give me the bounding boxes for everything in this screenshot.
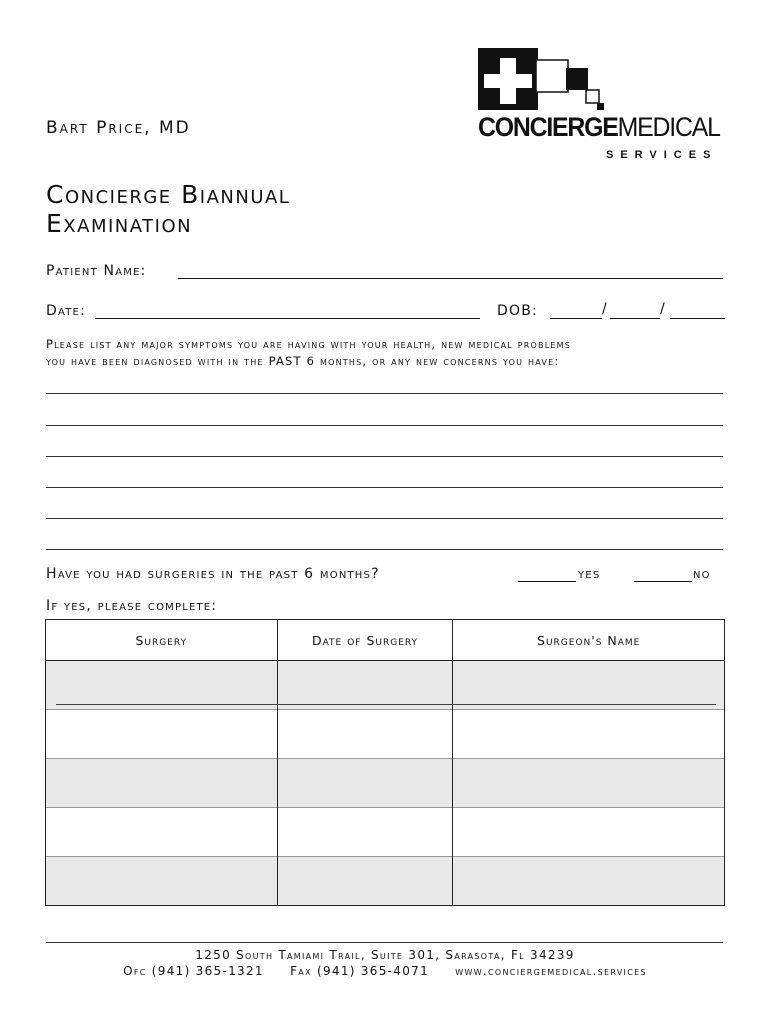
footer-website-link[interactable]: www.conciergemedical.services: [455, 964, 647, 978]
surgery-no-field[interactable]: [634, 581, 692, 582]
dob-day-field[interactable]: [610, 318, 660, 319]
footer-phone: Ofc (941) 365-1321: [123, 964, 264, 978]
date-label: Date:: [46, 303, 86, 319]
surgeon-name-cell[interactable]: [453, 857, 725, 906]
symptoms-answer-line[interactable]: [46, 393, 723, 394]
surgery-cell[interactable]: [46, 759, 278, 808]
date-of-surgery-cell[interactable]: [277, 710, 453, 759]
table-header-row: [46, 620, 725, 661]
patient-name-field[interactable]: [178, 278, 723, 279]
logo-subtitle: SERVICES: [606, 149, 718, 161]
form-title: [46, 180, 426, 238]
concierge-medical-logo: [476, 46, 726, 164]
table-row: [46, 661, 725, 710]
table-row: [46, 759, 725, 808]
symptoms-answer-line[interactable]: [46, 487, 723, 488]
logo-wordmark: CONCIERGEMEDICAL: [478, 112, 720, 142]
dob-label: DOB:: [497, 303, 538, 319]
column-header-surgeons-name: Surgeon's Name: [453, 620, 725, 661]
surgery-table: [45, 619, 725, 906]
dob-month-field[interactable]: [550, 318, 602, 319]
table-row: [46, 857, 725, 906]
patient-name-label: Patient Name:: [46, 263, 147, 279]
date-of-surgery-cell[interactable]: [277, 759, 453, 808]
symptoms-instructions: [46, 336, 726, 370]
dob-separator: /: [602, 301, 608, 317]
surgery-yes-field[interactable]: [518, 581, 576, 582]
surgery-cell[interactable]: [46, 808, 278, 857]
instructions-line2: you have been diagnosed with in the PAST 6 months, or any new concerns you have:: [46, 354, 560, 368]
date-of-surgery-cell[interactable]: [277, 661, 453, 710]
surgeon-name-cell[interactable]: [453, 710, 725, 759]
table-divider: [56, 704, 716, 705]
symptoms-answer-line[interactable]: [46, 549, 723, 550]
form-title-line2: Examination: [46, 209, 193, 238]
doctor-name: Bart Price, MD: [46, 118, 191, 138]
surgery-cell[interactable]: [46, 857, 278, 906]
footer-divider: [46, 942, 723, 943]
footer-contact: [0, 964, 770, 978]
instructions-line1: Please list any major symptoms you are having with your health, new medical problems: [46, 337, 572, 351]
surgery-cell[interactable]: [46, 710, 278, 759]
dob-year-field[interactable]: [670, 318, 725, 319]
form-title-line1: Concierge Biannual: [46, 180, 291, 209]
surgeon-name-cell[interactable]: [453, 808, 725, 857]
surgery-no-label: no: [693, 566, 711, 582]
surgery-question: Have you had surgeries in the past 6 months?: [46, 566, 380, 582]
if-yes-instruction: If yes, please complete:: [46, 598, 218, 614]
column-header-surgery: Surgery: [46, 620, 278, 661]
footer-fax: Fax (941) 365-4071: [290, 964, 430, 978]
footer-address: 1250 South Tamiami Trail, Suite 301, Sarasota, Fl 34239: [195, 948, 575, 962]
medical-cross-squares-logo-icon: [476, 46, 606, 112]
symptoms-answer-line[interactable]: [46, 518, 723, 519]
surgery-yes-label: yes: [578, 566, 601, 582]
symptoms-answer-line[interactable]: [46, 456, 723, 457]
date-field[interactable]: [95, 318, 480, 319]
dob-separator: /: [660, 301, 666, 317]
surgeon-name-cell[interactable]: [453, 759, 725, 808]
surgery-cell[interactable]: [46, 661, 278, 710]
date-of-surgery-cell[interactable]: [277, 808, 453, 857]
table-row: [46, 808, 725, 857]
surgeon-name-cell[interactable]: [453, 661, 725, 710]
table-row: [46, 710, 725, 759]
date-of-surgery-cell[interactable]: [277, 857, 453, 906]
column-header-date-of-surgery: Date of Surgery: [277, 620, 453, 661]
symptoms-answer-line[interactable]: [46, 425, 723, 426]
